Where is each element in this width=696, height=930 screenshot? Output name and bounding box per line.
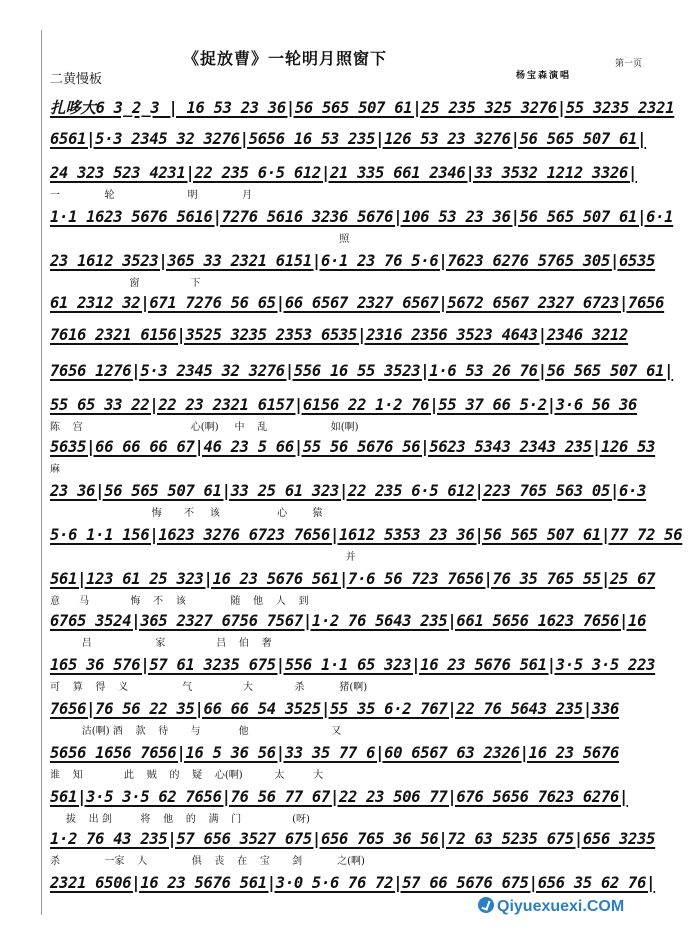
jianpu-notes: 5656 1656 7656|16 5 36 56|33 35 77 6|60 6567 63 2326|16 23 5676 [50,744,620,762]
jianpu-notes: 561|123 61 25 323|16 23 5676 561|7·6 56 723 7656|76 35 765 55|25 67 [50,570,656,588]
jianpu-notes: 561|3·5 3·5 62 7656|76 56 77 67|22 23 506 77|676 5656 7623 6276| [50,788,629,806]
staff-line [0,570,696,610]
jianpu-notes: 7616 2321 6156|3525 3235 2353 6535|2316 2356 3523 4643|2346 3212 [50,326,629,344]
staff-line [0,396,696,436]
staff-line [0,526,696,566]
jianpu-notes: 23 36|56 565 507 61|33 25 61 323|22 235 6·5 612|223 765 563 05|6·3 [50,482,647,500]
lyrics-line: 悔 不 该 心 猿 [50,508,323,519]
lyrics-line: 照 [50,234,350,245]
staff-line [0,326,696,366]
site-watermark [478,897,624,916]
jianpu-notes: 24 323 523 4231|22 235 6·5 612|21 335 661 2346|33 3532 1212 3326| [50,164,638,182]
lyrics-line: 麻 [50,464,60,475]
staff-line [0,438,696,478]
lyrics-line: 陈 宫 心(啊) 中 乱 如(啊) [50,422,359,433]
jianpu-notes: 6561|5·3 2345 32 3276|5656 16 53 235|126 53 23 3276|56 565 507 61| [50,130,647,148]
lyrics-line: 意 马 悔 不 该 随 他 人 到 [50,596,309,607]
watermark-text: Qiyuexuexi.COM [497,898,625,915]
lyrics-line: 并 [50,552,356,563]
lyrics-line: 杀 一家 人 俱 丧 在 宝 剑 之(啊) [50,856,365,867]
jianpu-notes: 7656|76 56 22 35|66 66 54 3525|55 35 6·2 767|22 76 5643 235|336 [50,700,620,718]
lyrics-line: 沽(啊) 酒 款 待 与 他 又 [50,726,342,737]
jianpu-notes: 扎哆大6 3̲2̲3 | 16 53 23 36|56 565 507 61|25 235 325 3276|55 3235 2321 [50,99,675,117]
staff-line [0,656,696,696]
staff-line [0,744,696,784]
song-title: 《捉放曹》一轮明月照窗下 [183,49,388,68]
lyrics-line: 窗 下 [50,278,201,289]
staff-line [0,208,696,248]
staff-line [0,788,696,828]
lyrics-line: 拔 出 剑 将 他 的 满 门 (呀) [50,814,310,825]
jianpu-notes: 1·1 1623 5676 5616|7276 5616 3236 5676|106 53 23 36|56 565 507 61|6·1 [50,208,674,226]
jianpu-notes: 2321 6506|16 23 5676 561|3·0 5·6 76 72|57 66 5676 675|656 35 62 76| [50,874,656,892]
tempo-marking: 二黄慢板 [50,72,103,87]
staff-line [0,612,696,652]
page-number: 第一页 [615,59,643,69]
jianpu-notes: 7656 1276|5·3 2345 32 3276|556 16 55 3523|1·6 53 26 76|56 565 507 61| [50,362,674,380]
staff-line [0,482,696,522]
jianpu-notes: 23 1612 3523|365 33 2321 6151|6·1 23 76 5·6|7623 6276 5765 305|6535 [50,252,656,270]
jianpu-notes: 1·2 76 43 235|57 656 3527 675|656 765 36 56|72 63 5235 675|656 3235 [50,830,656,848]
jianpu-notes: 165 36 576|57 61 3235 675|556 1·1 65 323|16 23 5676 561|3·5 3·5 223 [50,656,656,674]
staff-line [0,700,696,740]
jianpu-notes: 55 65 33 22|22 23 2321 6157|6156 22 1·2 76|55 37 66 5·2|3·6 56 36 [50,396,638,414]
staff-line [0,164,696,204]
music-note-icon [478,897,494,913]
staff-line [0,252,696,292]
jianpu-notes: 6765 3524|365 2327 6756 7567|1·2 76 5643 235|661 5656 1623 7656|16 [50,612,647,630]
lyrics-line: 可 算 得 义 气 大 杀 猪(啊) [50,682,368,693]
performer-credit: 杨宝森演唱 [516,71,572,81]
staff-line [0,830,696,870]
jianpu-notes: 5635|66 66 66 67|46 23 5 66|55 56 5676 56|5623 5343 2343 235|126 53 [50,438,656,456]
lyrics-line: 一 轮 明 月 [50,190,253,201]
jianpu-notes: 61 2312 32|671 7276 56 65|66 6567 2327 6567|5672 6567 2327 6723|7656 [50,294,665,312]
lyrics-line: 吕 家 吕 伯 奢 [50,638,272,649]
jianpu-notes: 5·6 1·1 156|1623 3276 6723 7656|1612 5353 23 36|56 565 507 61|77 72 56 [50,526,683,544]
lyrics-line: 谁 知 此 贼 的 疑 心(啊) 太 大 [50,770,324,781]
